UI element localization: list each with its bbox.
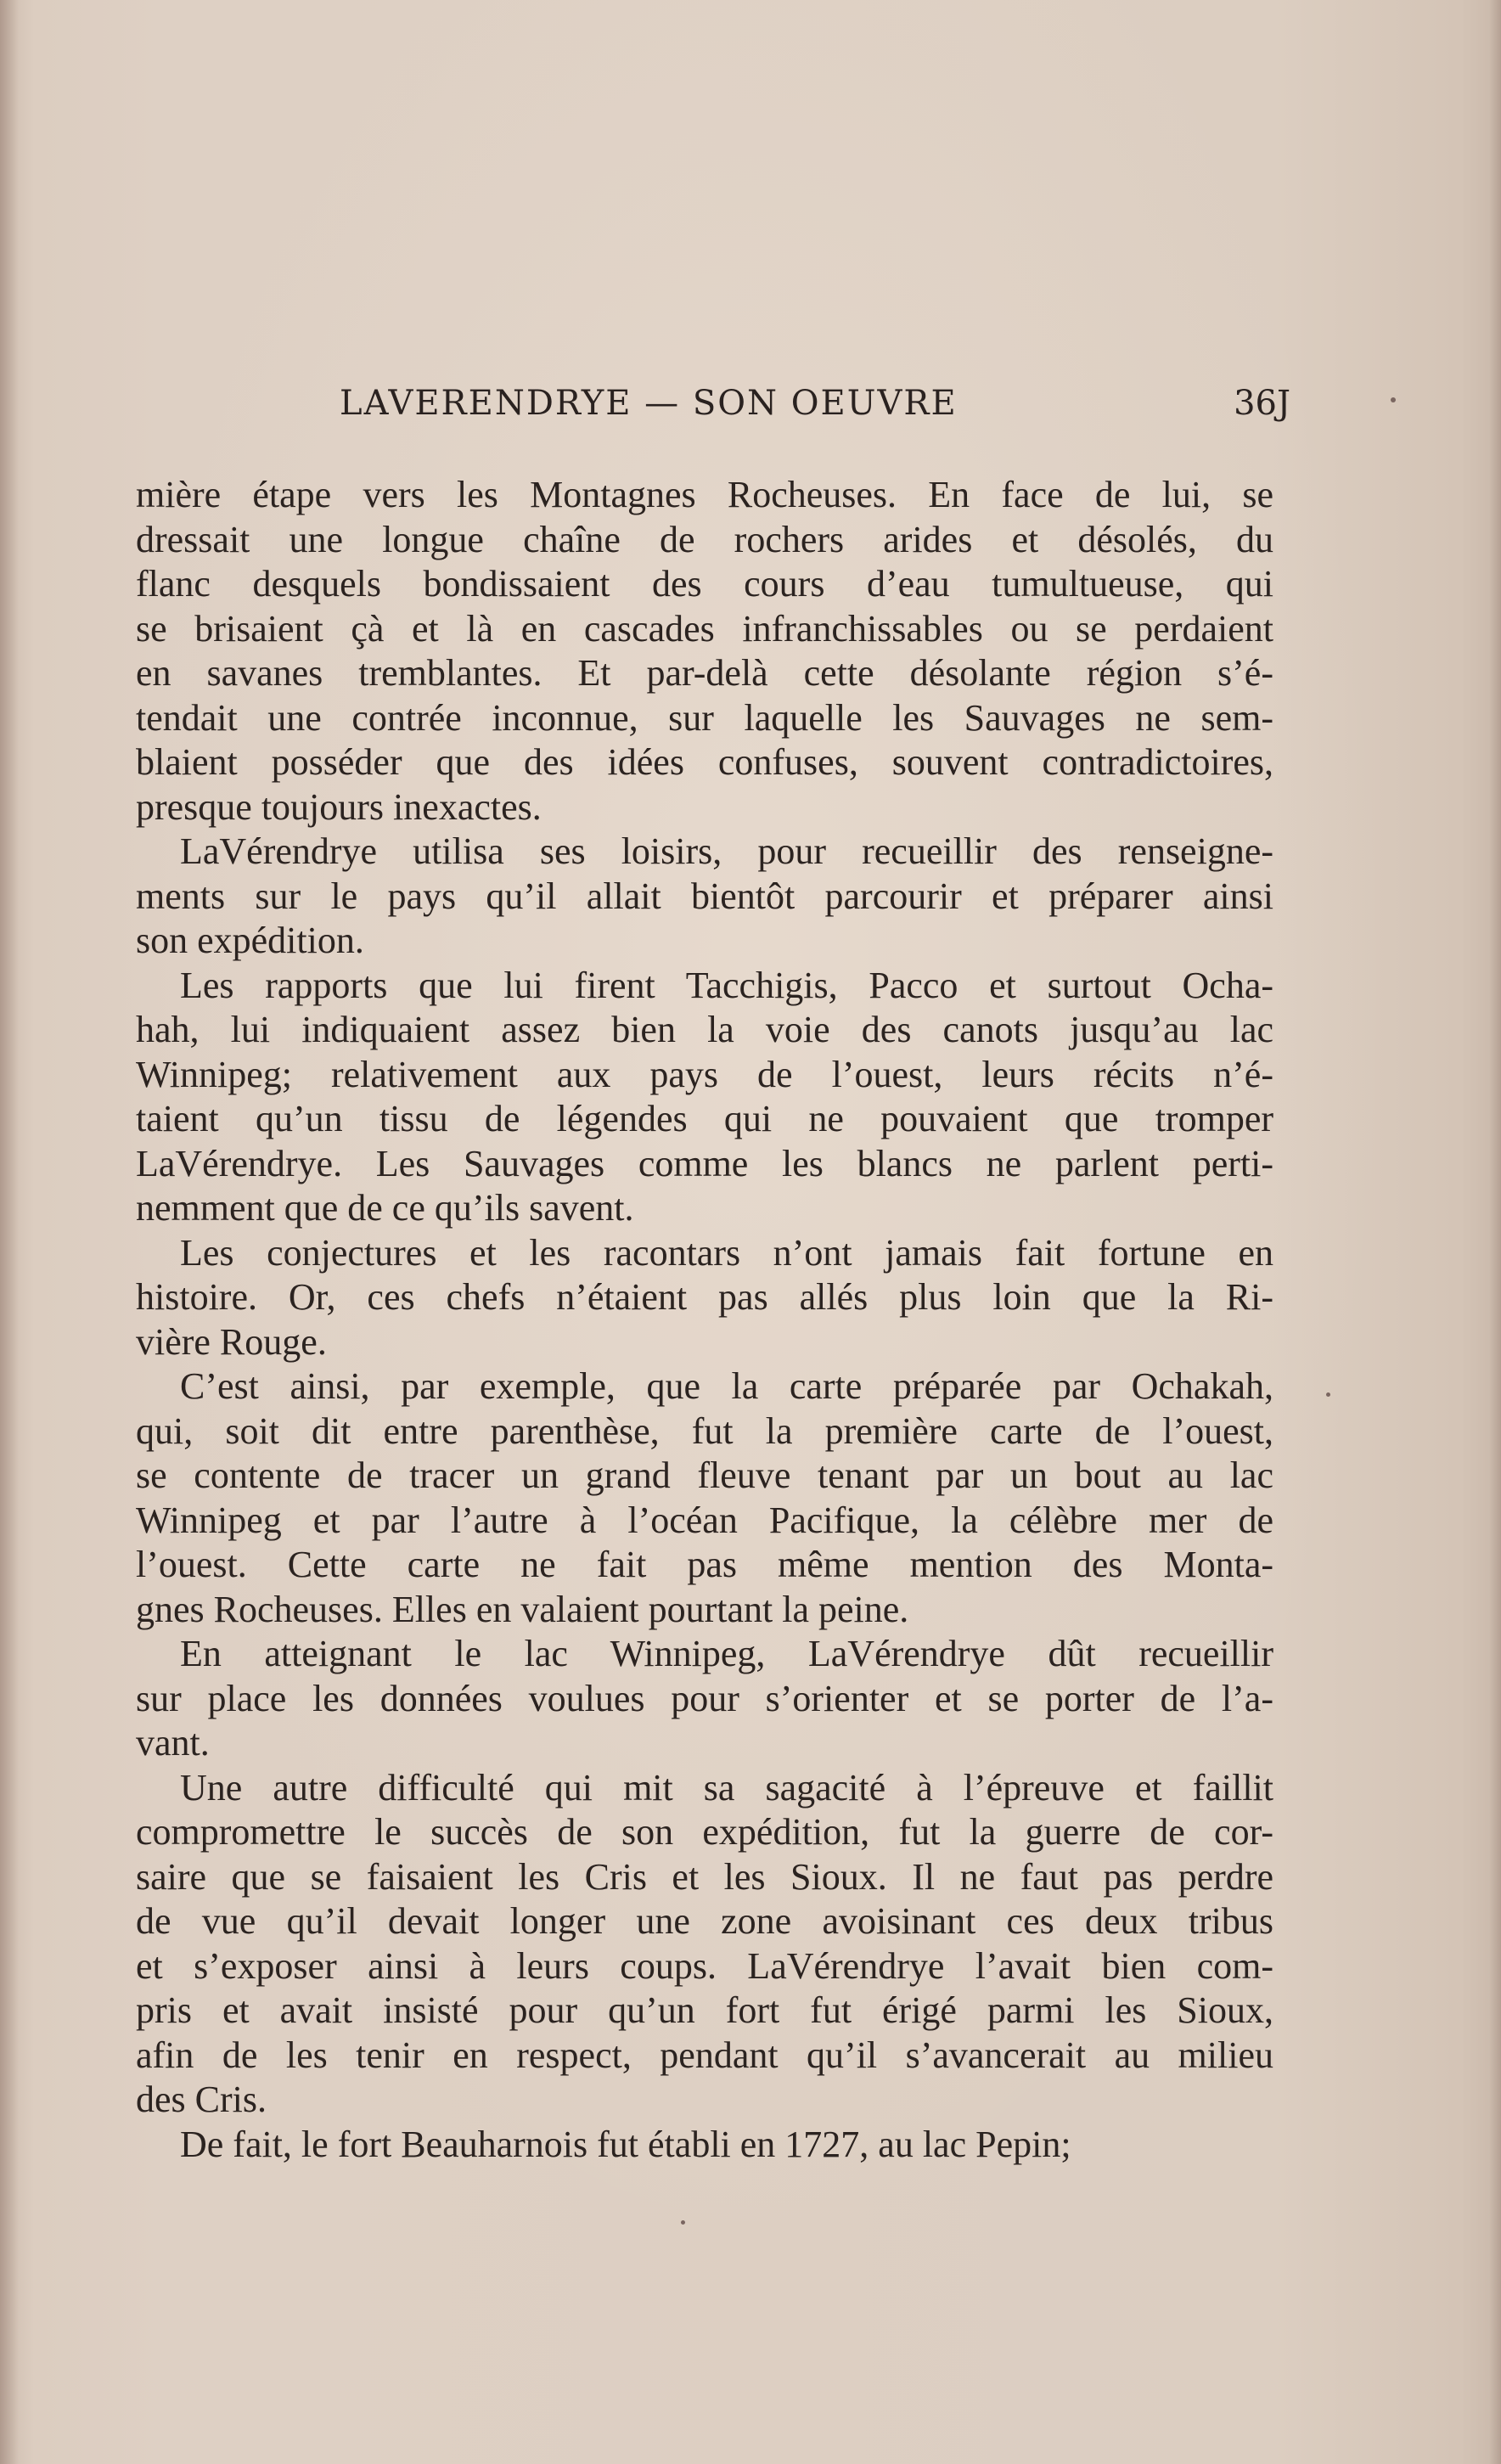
text-line: vière Rouge. <box>136 1320 327 1363</box>
text-line: Les conjectures et les racontars n’ont jamais fait fortune en <box>180 1231 1273 1274</box>
text-line: l’ouest. Cette carte ne fait pas même mention des Monta- <box>136 1544 1273 1585</box>
print-speck <box>681 2220 685 2225</box>
text-line: blaient posséder que des idées confuses, souvent contradictoires, <box>136 741 1273 783</box>
text-line: Winnipeg; relativement aux pays de l’ouest, leurs récits n’é- <box>136 1053 1273 1095</box>
text-line: afin de les tenir en respect, pendant qu’il s’avancerait au milieu <box>136 2034 1273 2076</box>
gutter-shadow <box>0 0 19 2464</box>
text-line: presque toujours inexactes. <box>136 785 542 828</box>
running-title: LAVERENDRYE — SON OEUVRE <box>340 384 958 423</box>
print-speck <box>1326 1392 1330 1397</box>
text-line: nemment que de ce qu’ils savent. <box>136 1187 634 1229</box>
text-line: LaVérendrye. Les Sauvages comme les blancs ne parlent perti- <box>136 1142 1273 1184</box>
body-text <box>136 473 1273 2167</box>
text-line: En atteignant le lac Winnipeg, LaVérendrye dût recueillir <box>180 1633 1273 1674</box>
text-line: C’est ainsi, par exemple, que la carte préparée par Ochakah, <box>180 1365 1273 1407</box>
text-line: hah, lui indiquaient assez bien la voie des canots jusqu’au lac <box>136 1009 1273 1050</box>
text-line: se brisaient çà et là en cascades infranchissables ou se perdaient <box>136 607 1273 650</box>
text-line: compromettre le succès de son expédition, fut la guerre de cor- <box>136 1811 1273 1853</box>
text-line: pris et avait insisté pour qu’un fort fut érigé parmi les Sioux, <box>136 1989 1273 2031</box>
text-line: son expédition. <box>136 920 364 961</box>
text-line: et s’exposer ainsi à leurs coups. LaVérendrye l’avait bien com- <box>136 1944 1273 1987</box>
text-line: sur place les données voulues pour s’orienter et se porter de l’a- <box>136 1677 1273 1719</box>
page-header <box>340 384 1290 435</box>
text-line: ments sur le pays qu’il allait bientôt parcourir et préparer ainsi <box>136 875 1273 917</box>
text-line: de vue qu’il devait longer une zone avoisinant ces deux tribus <box>136 1900 1273 1942</box>
page-number: 36J <box>1234 384 1290 423</box>
page-edge-shadow <box>1489 0 1501 2464</box>
text-line: Winnipeg et par l’autre à l’océan Pacifique, la célèbre mer de <box>136 1499 1273 1541</box>
print-speck <box>1391 397 1396 402</box>
text-line: Les rapports que lui firent Tacchigis, Pacco et surtout Ocha- <box>180 964 1273 1006</box>
text-line: taient qu’un tissu de légendes qui ne pouvaient que tromper <box>136 1098 1273 1139</box>
text-line: des Cris. <box>136 2079 267 2120</box>
text-line: tendait une contrée inconnue, sur laquelle les Sauvages ne sem- <box>136 696 1273 739</box>
text-line: histoire. Or, ces chefs n’étaient pas allés plus loin que la Ri- <box>136 1276 1273 1318</box>
text-line: en savanes tremblantes. Et par-delà cette désolante région s’é- <box>136 652 1273 694</box>
text-line: gnes Rocheuses. Elles en valaient pourtant la peine. <box>136 1588 909 1630</box>
text-line: LaVérendrye utilisa ses loisirs, pour recueillir des renseigne- <box>180 830 1273 872</box>
text-line: se contente de tracer un grand fleuve tenant par un bout au lac <box>136 1454 1273 1496</box>
text-line: vant. <box>136 1722 210 1764</box>
text-line: mière étape vers les Montagnes Rocheuses. En face de lui, se <box>136 474 1273 515</box>
text-line: De fait, le fort Beauharnois fut établi en 1727, au lac Pepin; <box>180 2123 1071 2165</box>
text-line: flanc desquels bondissaient des cours d’eau tumultueuse, qui <box>136 563 1273 605</box>
text-line: saire que se faisaient les Cris et les Sioux. Il ne faut pas perdre <box>136 1855 1273 1898</box>
text-line: qui, soit dit entre parenthèse, fut la première carte de l’ouest, <box>136 1409 1273 1452</box>
text-line: Une autre difficulté qui mit sa sagacité à l’épreuve et faillit <box>180 1766 1273 1809</box>
text-line: dressait une longue chaîne de rochers arides et désolés, du <box>136 518 1273 560</box>
